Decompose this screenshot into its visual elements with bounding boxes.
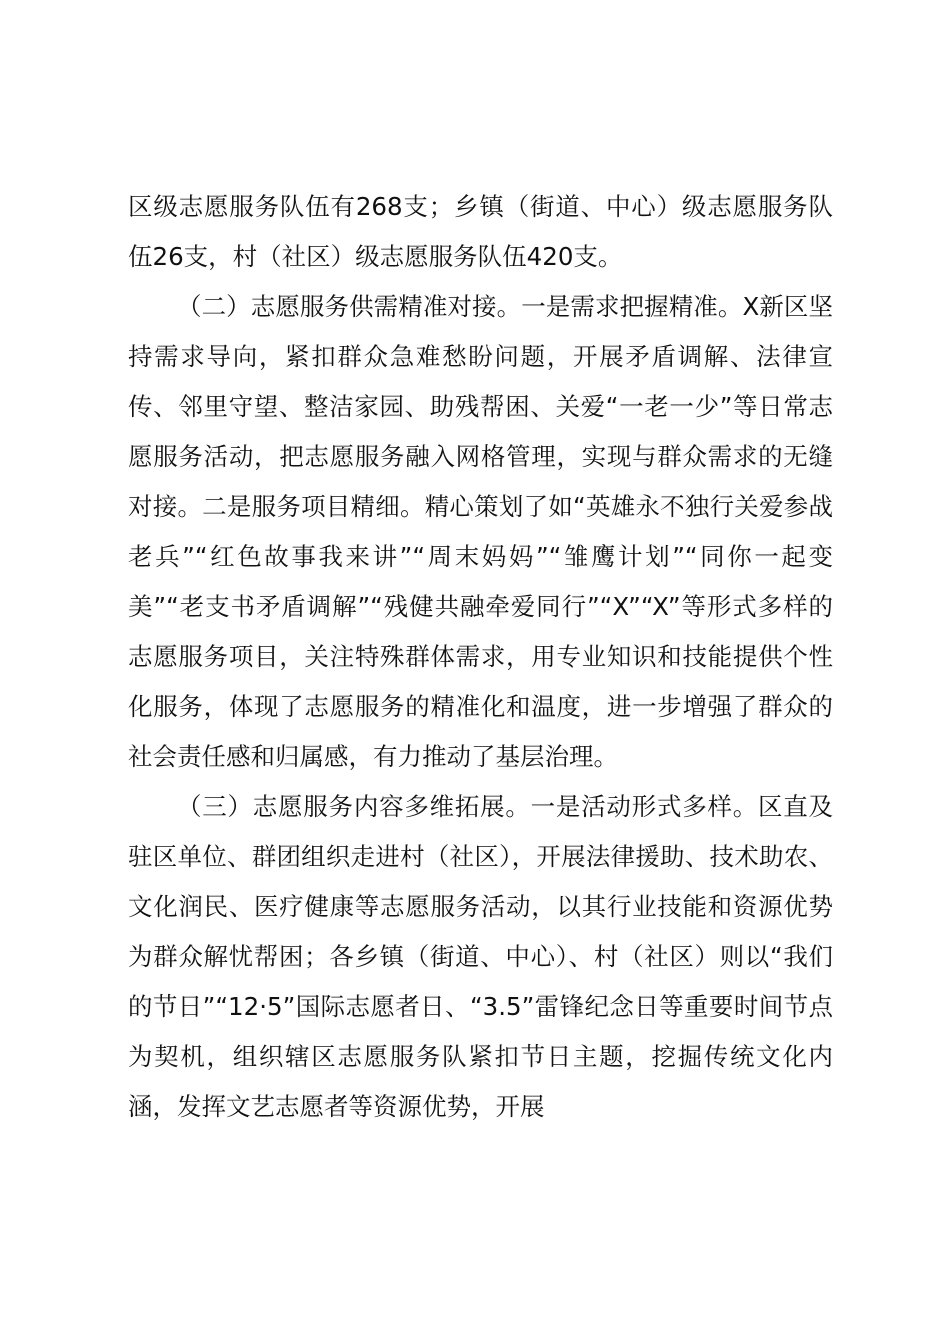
document-body [128,182,833,1132]
paragraph-section-two: （二）志愿服务供需精准对接。一是需求把握精准。X新区坚持需求导向，紧扣群众急难愁盼问题，开展矛盾调解、法律宣传、邻里守望、整洁家园、助残帮困、关爱“一老一少”等日常志愿服务活动，把志愿服务融入网格管理，实现与群众需求的无缝对接。二是服务项目精细。精心策划了如“英雄永不独行关爱参战老兵”“红色故事我来讲”“周末妈妈”“雏鹰计划”“同你一起变美”“老支书矛盾调解”“残健共融牵爱同行”“X”“X”等形式多样的志愿服务项目，关注特殊群体需求，用专业知识和技能提供个性化服务，体现了志愿服务的精准化和温度，进一步增强了群众的社会责任感和归属感，有力推动了基层治理。 [128,292,833,771]
paragraph-continuation: 区级志愿服务队伍有268支；乡镇（街道、中心）级志愿服务队伍26支，村（社区）级志愿服务队伍420支。 [128,192,833,271]
paragraph-section-three: （三）志愿服务内容多维拓展。一是活动形式多样。区直及驻区单位、群团组织走进村（社区），开展法律援助、技术助农、文化润民、医疗健康等志愿服务活动，以其行业技能和资源优势为群众解忧帮困；各乡镇（街道、中心）、村（社区）则以“我们的节日”“12·5”国际志愿者日、“3.5”雷锋纪念日等重要时间节点为契机，组织辖区志愿服务队紧扣节日主题，挖掘传统文化内涵，发挥文艺志愿者等资源优势，开展 [128,792,833,1121]
